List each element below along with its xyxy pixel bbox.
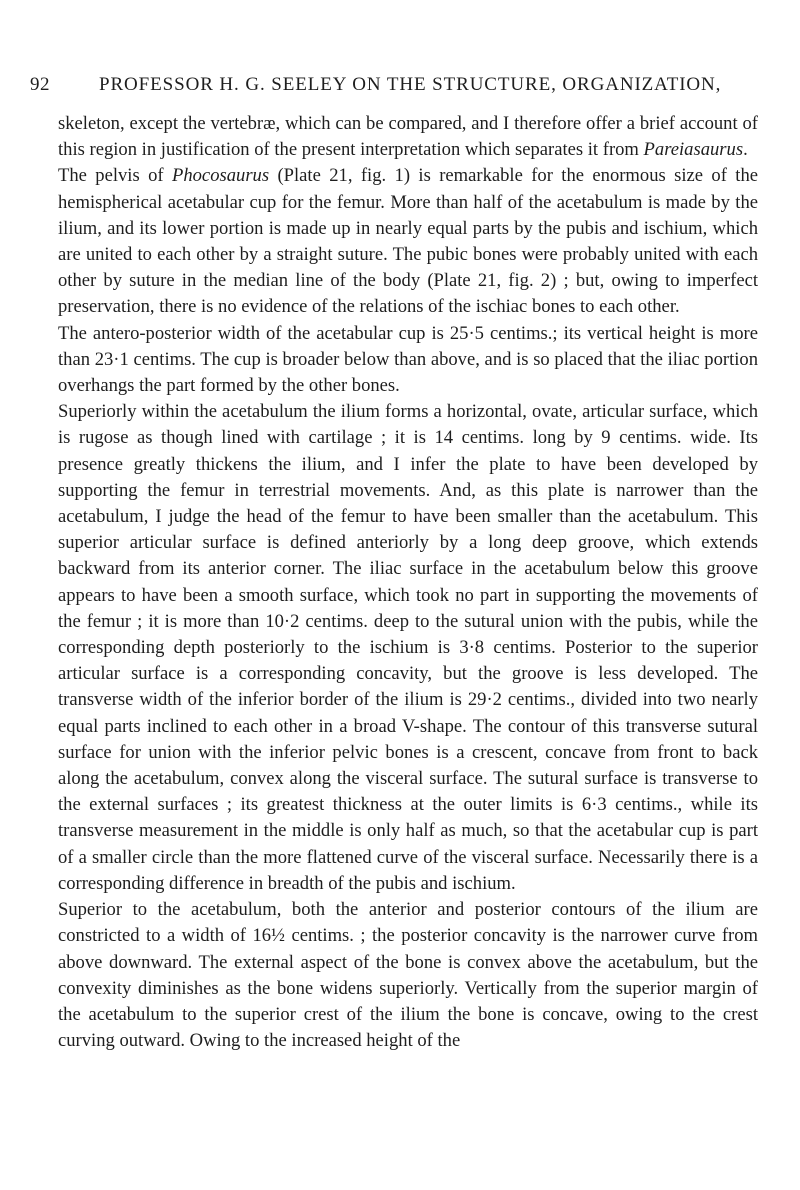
paragraph-1-text: skeleton, except the vertebræ, which can be compared, and I therefore offer a brief account of this region in justification of the present interpretation which separates it from [58, 113, 758, 161]
running-header [30, 74, 770, 100]
paragraph-2-text: (Plate 21, fig. 1) is remarkable for the enormous size of the hemispherical acetabular cup for the femur. More than half of the acetabulum is made by the ilium, and its lower portion is made up in nearly equal parts by the pubis and ischium, which are united to each other by a straight suture. The pubic bones were probably united with each other by suture in the median line of the body (Plate 21, fig. 2) ; but, owing to imperfect preservation, there is no evidence of the relations of the ischiac bones to each other. [58, 165, 759, 318]
paragraph-2-start: The pelvis of [58, 165, 172, 187]
paragraph-4: Superiorly within the acetabulum the ilium forms a horizontal, ovate, articular surface, which is rugose as though lined with cartilage ; it is 14 centims. long by 9 centims. wide. Its presence greatly thickens the ilium, and I infer the plate to have been developed by supporting the femur in terrestrial movements. And, as this plate is narrower than the acetabulum, I judge the head of the femur to have been smaller than the acetabulum. This superior articular surface is defined anteriorly by a long deep groove, which extends backward from its anterior corner. The iliac surface in the acetabulum below this groove appears to have been a smooth surface, which took no part in supporting the movements of the femur ; it is more than 10·2 centims. deep to the sutural union with the pubis, while the corresponding depth posteriorly to the ischium is 3·8 centims. Posterior to the superior articular surface is a corresponding concavity, but the groove is less developed. The transverse width of the inferior border of the ilium is 29·2 centims., divided into two nearly equal parts inclined to each other in a broad V-shape. The contour of this transverse sutural surface for union with the inferior pelvic bones is a crescent, concave from front to back along the acetabulum, convex along the visceral surface. The sutural surface is transverse to the external surfaces ; its greatest thickness at the outer limits is 6·3 centims., while its transverse measurement in the middle is only half as much, so that the acetabular cup is part of a smaller circle than the more flattened curve of the visceral surface. Necessarily there is a corresponding difference in breadth of the pubis and ischium. [58, 401, 758, 894]
genus-name-pareiasaurus: Pareiasaurus [643, 139, 744, 161]
body-text [58, 111, 758, 1054]
paragraph-2 [58, 163, 758, 320]
paragraph-1 [58, 111, 758, 163]
paragraph-1-end: . [743, 139, 748, 161]
genus-name-phocosaurus: Phocosaurus [171, 165, 270, 187]
paragraph-5: Superior to the acetabulum, both the anterior and posterior contours of the ilium are constricted to a width of 16½ centims. ; the posterior concavity is the narrower curve from above downward. The external aspect of the bone is convex above the acetabulum, but the convexity diminishes as the bone widens superiorly. Vertically from the superior margin of the acetabulum to the superior crest of the ilium the bone is concave, owing to the crest curving outward. Owing to the increased height of the [58, 899, 758, 1052]
paragraph-3: The antero-posterior width of the acetabular cup is 25·5 centims.; its vertical height is more than 23·1 centims. The cup is broader below than above, and is so placed that the iliac portion overhangs the part formed by the other bones. [58, 322, 758, 397]
header-title: PROFESSOR H. G. SEELEY ON THE STRUCTURE, ORGANIZATION, [99, 74, 722, 95]
page-number: 92 [30, 74, 50, 95]
